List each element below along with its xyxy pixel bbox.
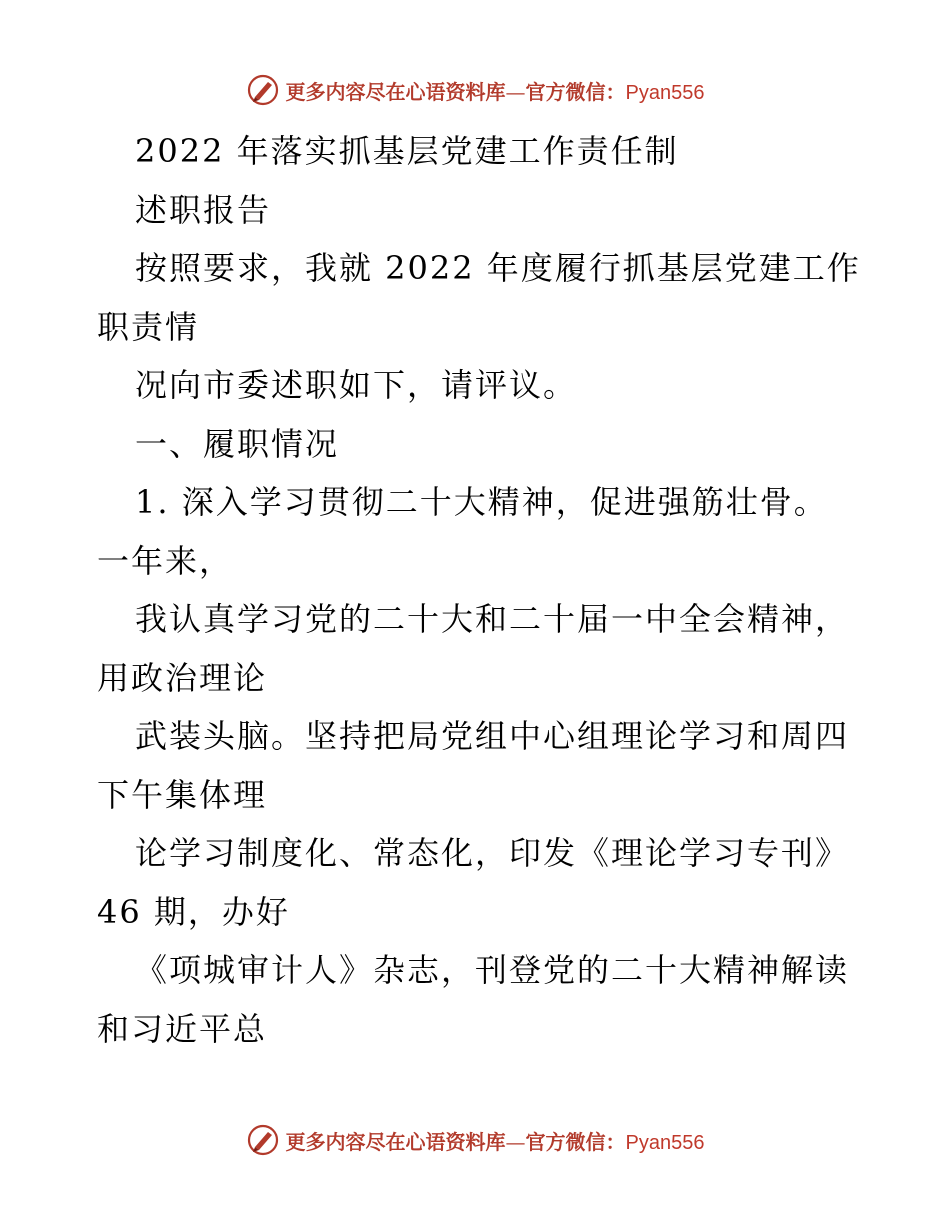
text-line: 46 期，办好 <box>97 892 290 931</box>
text-line: 用政治理论 <box>97 658 268 697</box>
text-line: 按照要求，我就 2022 年度履行抓基层党建工作 <box>135 249 861 287</box>
text-line: 一年来， <box>97 541 234 580</box>
footer-watermark <box>0 1120 950 1160</box>
text-line: 况向市委述职如下，请评议。 <box>135 366 578 404</box>
text-line: 1. 深入学习贯彻二十大精神，促进强筋壮骨。 <box>135 483 828 521</box>
text-line: 下午集体理 <box>97 775 268 814</box>
text-line: 职责情 <box>97 307 200 346</box>
text-line: 述职报告 <box>135 190 272 229</box>
text-line: 和习近平总 <box>97 1009 268 1048</box>
section-heading: 一、履职情况 <box>135 424 340 463</box>
text-line: 我认真学习党的二十大和二十届一中全会精神， <box>135 600 850 638</box>
document-body <box>97 122 861 1058</box>
text-line: 论学习制度化、常态化，印发《理论学习专刊》 <box>135 834 850 872</box>
text-line: 武装头脑。坚持把局党组中心组理论学习和周四 <box>135 717 850 755</box>
text-line: 2022 年落实抓基层党建工作责任制 <box>135 132 679 170</box>
watermark-text: 更多内容尽在心语资料库—官方微信：Pyan556 <box>285 79 705 104</box>
watermark-text: 更多内容尽在心语资料库—官方微信：Pyan556 <box>285 1129 705 1154</box>
pen-logo-icon <box>246 1123 280 1157</box>
pen-logo-icon <box>246 73 280 107</box>
header-watermark <box>0 70 950 110</box>
text-line: 《项城审计人》杂志，刊登党的二十大精神解读 <box>135 951 850 989</box>
